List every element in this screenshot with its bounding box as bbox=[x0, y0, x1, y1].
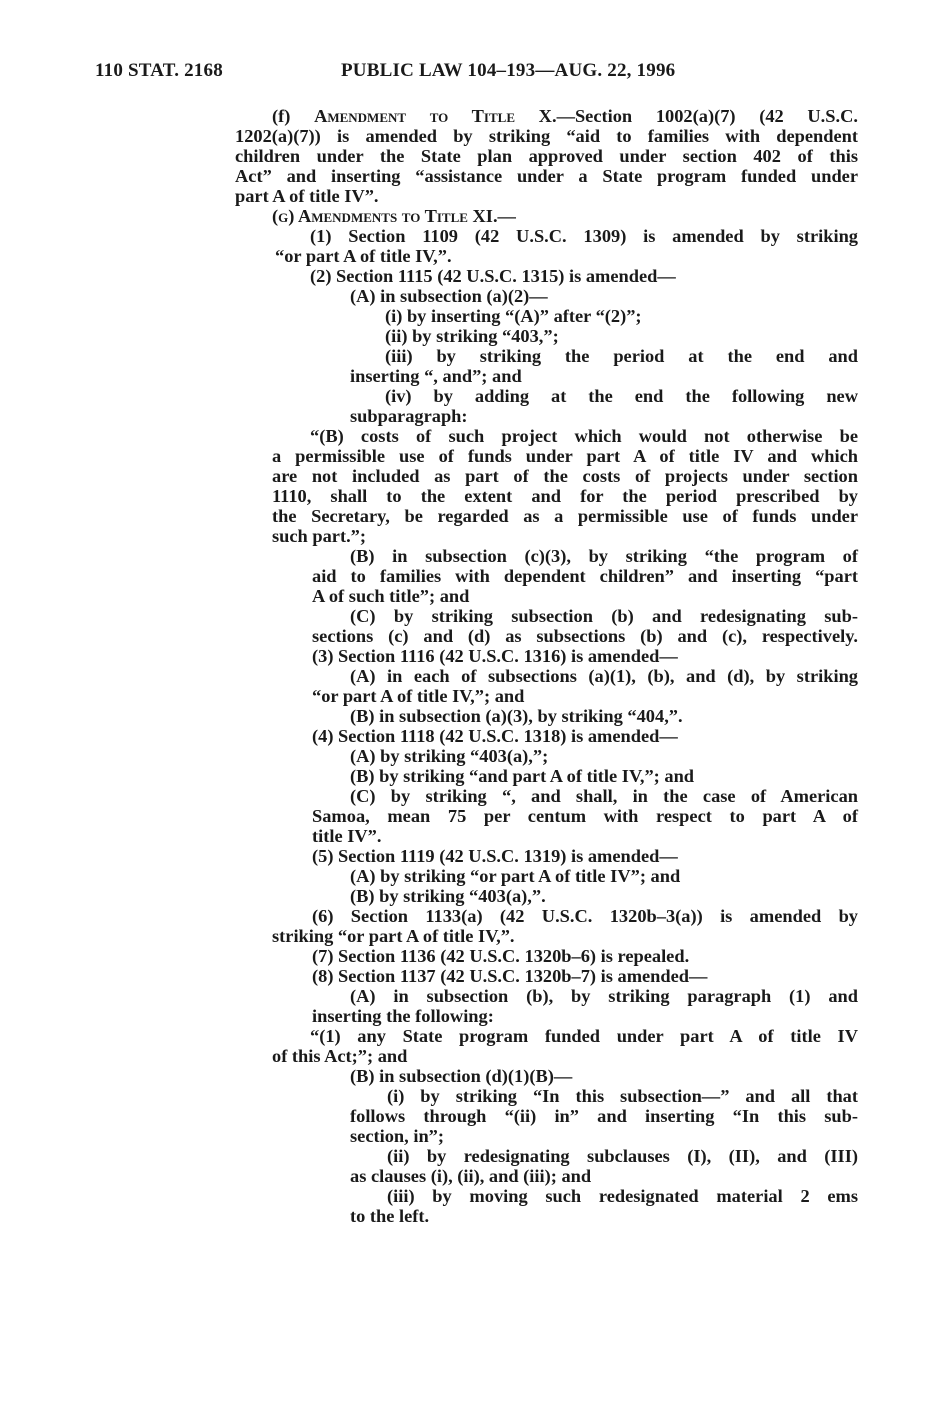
text-line: such part.”; bbox=[272, 526, 367, 546]
text-line: (6) Section 1133(a) (42 U.S.C. 1320b–3(a)) is amended by bbox=[312, 906, 858, 926]
text-line: of this Act;”; and bbox=[272, 1046, 408, 1066]
text-line: (B) by striking “403(a),”. bbox=[350, 886, 546, 906]
text-line: (A) by striking “403(a),”; bbox=[350, 746, 549, 766]
text-line: children under the State plan approved under section 402 of this bbox=[235, 146, 858, 166]
text-line: (1) Section 1109 (42 U.S.C. 1309) is amended by striking bbox=[310, 226, 858, 246]
text-line: title IV”. bbox=[312, 826, 382, 846]
text-line: “or part A of title IV,”; and bbox=[312, 686, 525, 706]
text-line: sections (c) and (d) as subsections (b) and (c), respectively. bbox=[312, 626, 858, 646]
text-line: Samoa, mean 75 per centum with respect to part A of bbox=[312, 806, 858, 826]
text-line: (B) in subsection (d)(1)(B)— bbox=[350, 1066, 573, 1086]
text-line: (i) by striking “In this subsection—” and all that bbox=[387, 1086, 858, 1106]
text-line: (A) in subsection (a)(2)— bbox=[350, 286, 548, 306]
text-line: (8) Section 1137 (42 U.S.C. 1320b–7) is amended— bbox=[312, 966, 708, 986]
text-line: section, in”; bbox=[350, 1126, 444, 1146]
text-line: A of such title”; and bbox=[312, 586, 470, 606]
text-line: the Secretary, be regarded as a permissible use of funds under bbox=[272, 506, 858, 526]
text-line: (7) Section 1136 (42 U.S.C. 1320b–6) is repealed. bbox=[312, 946, 690, 966]
text-line: subparagraph: bbox=[350, 406, 468, 426]
text-line: follows through “(ii) in” and inserting “In this sub- bbox=[350, 1106, 858, 1126]
text-line: (ii) by redesignating subclauses (I), (II), and (III) bbox=[387, 1146, 858, 1166]
text-line: inserting the following: bbox=[312, 1006, 494, 1026]
text-line: as clauses (i), (ii), and (iii); and bbox=[350, 1166, 592, 1186]
text-line: to the left. bbox=[350, 1206, 430, 1226]
text-line: inserting “, and”; and bbox=[350, 366, 522, 386]
text-line: “(B) costs of such project which would not otherwise be bbox=[310, 426, 858, 446]
public-law-title: PUBLIC LAW 104–193—AUG. 22, 1996 bbox=[341, 60, 676, 81]
text-line: (C) by striking subsection (b) and redesignating sub- bbox=[350, 606, 858, 626]
text-line: (B) in subsection (a)(3), by striking “404,”. bbox=[350, 706, 683, 726]
section-heading: (g) Amendments to Title XI.— bbox=[272, 206, 516, 226]
page-header bbox=[95, 60, 855, 84]
text-line: (B) by striking “and part A of title IV,”; and bbox=[350, 766, 695, 786]
text-line: (iii) by moving such redesignated material 2 ems bbox=[387, 1186, 858, 1206]
text-line: (A) by striking “or part A of title IV”; and bbox=[350, 866, 681, 886]
text-line: “or part A of title IV,”. bbox=[275, 246, 452, 266]
text-line: “(1) any State program funded under part A of title IV bbox=[310, 1026, 858, 1046]
text-line: (i) by inserting “(A)” after “(2)”; bbox=[385, 306, 642, 326]
text-line: (B) in subsection (c)(3), by striking “the program of bbox=[350, 546, 858, 566]
text-line: (A) in each of subsections (a)(1), (b), and (d), by striking bbox=[350, 666, 858, 686]
text-line: aid to families with dependent children” and inserting “part bbox=[312, 566, 858, 586]
text-line: (iv) by adding at the end the following new bbox=[385, 386, 858, 406]
text-line: Act” and inserting “assistance under a State program funded under bbox=[235, 166, 858, 186]
text-line: (f) Amendment to Title X.—Section 1002(a)(7) (42 U.S.C. bbox=[272, 106, 858, 126]
text-line: 1202(a)(7)) is amended by striking “aid to families with dependent bbox=[235, 126, 858, 146]
text-line: (5) Section 1119 (42 U.S.C. 1319) is amended— bbox=[312, 846, 678, 866]
text-line: (C) by striking “, and shall, in the case of American bbox=[350, 786, 858, 806]
statute-citation: 110 STAT. 2168 bbox=[95, 60, 223, 81]
text-line: 1110, shall to the extent and for the period prescribed by bbox=[272, 486, 858, 506]
text-line: part A of title IV”. bbox=[235, 186, 379, 206]
text-line: (A) in subsection (b), by striking paragraph (1) and bbox=[350, 986, 858, 1006]
document-body bbox=[235, 106, 858, 1226]
text-line: are not included as part of the costs of projects under section bbox=[272, 466, 858, 486]
text-line: striking “or part A of title IV,”. bbox=[272, 926, 515, 946]
text-line: (ii) by striking “403,”; bbox=[385, 326, 559, 346]
text-line: (2) Section 1115 (42 U.S.C. 1315) is amended— bbox=[310, 266, 676, 286]
text-line: a permissible use of funds under part A of title IV and which bbox=[272, 446, 858, 466]
text-line: (4) Section 1118 (42 U.S.C. 1318) is amended— bbox=[312, 726, 678, 746]
text-line: (iii) by striking the period at the end and bbox=[385, 346, 858, 366]
text-line: (3) Section 1116 (42 U.S.C. 1316) is amended— bbox=[312, 646, 678, 666]
